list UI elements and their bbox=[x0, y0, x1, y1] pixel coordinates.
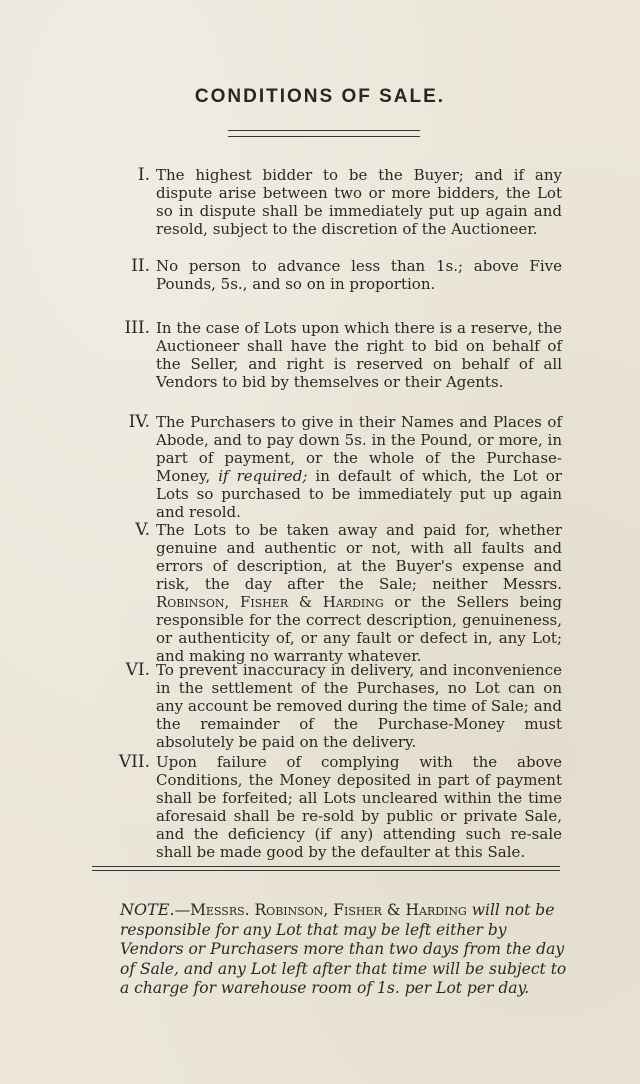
firm-name: Messrs. Robinson, Fisher & Harding bbox=[190, 901, 467, 919]
firm-name: Robinson, Fisher & Harding bbox=[156, 593, 384, 611]
condition-text-part: in default of which, the Lot or Lots so purchased to be immediately put up again and resold. bbox=[156, 467, 562, 521]
condition-text bbox=[156, 413, 562, 521]
condition-text-part: or the Sellers being responsible for the correct description, genuineness, or authenticity of, or any fault or defect in, any Lot; and making no warranty whatever. bbox=[156, 593, 563, 665]
note-heading: NOTE. bbox=[120, 900, 175, 919]
condition-text: In the case of Lots upon which there is a reserve, the Auctioneer shall have the right to bid on behalf of the Seller, and right is reserved on behalf of all Vendors to bid by themselves or their Agents. bbox=[156, 319, 562, 391]
condition-text bbox=[156, 521, 562, 665]
page-title: CONDITIONS OF SALE. bbox=[194, 86, 446, 107]
condition-number: VII. bbox=[118, 752, 150, 772]
condition-number: V. bbox=[135, 520, 150, 540]
condition-text-part: The Lots to be taken away and paid for, whether genuine and authentic or not, with all faults and errors of description, at the Buyer's expense and risk, the day after the Sale; neither Messrs. bbox=[156, 521, 562, 593]
note-paragraph bbox=[120, 900, 570, 999]
condition-number: VI. bbox=[125, 660, 150, 680]
condition-number: I. bbox=[137, 165, 150, 185]
note-dash: — bbox=[174, 901, 191, 919]
condition-number: IV. bbox=[128, 412, 150, 432]
note-text: will not be responsible for any Lot that may be left either by Vendors or Purchasers more than two days from the day of Sale, and any Lot left after that time will be subject to a charge for warehouse room of 1s. per Lot per day. bbox=[120, 901, 567, 997]
condition-number: II. bbox=[131, 256, 150, 276]
bottom-double-rule bbox=[92, 866, 560, 871]
condition-number: III. bbox=[124, 318, 150, 338]
condition-text-italic: if required; bbox=[218, 467, 308, 485]
condition-text: No person to advance less than 1s.; above Five Pounds, 5s., and so on in proportion. bbox=[156, 257, 562, 293]
title-double-rule bbox=[228, 130, 420, 137]
condition-text: The highest bidder to be the Buyer; and if any dispute arise between two or more bidders, the Lot so in dispute shall be immediately put up again and resold, subject to the discretion of the Auctioneer. bbox=[156, 166, 562, 238]
condition-text: To prevent inaccuracy in delivery, and inconvenience in the settlement of the Purchases, no Lot can on any account be removed during the time of Sale; and the remainder of the Purchase-Money must absolutely be paid on the delivery. bbox=[156, 661, 562, 751]
condition-text-part: The Purchasers to give in their Names and Places of Abode, and to pay down 5s. in the Pound, or more, in part of payment, or the whole of the Purchase-Money, bbox=[156, 413, 562, 485]
condition-text: Upon failure of complying with the above Conditions, the Money deposited in part of payment shall be forfeited; all Lots uncleared within the time aforesaid shall be re-sold by public or private Sale, and the deficiency (if any) attending such re-sale shall be made good by the defaulter at this Sale. bbox=[156, 753, 562, 861]
